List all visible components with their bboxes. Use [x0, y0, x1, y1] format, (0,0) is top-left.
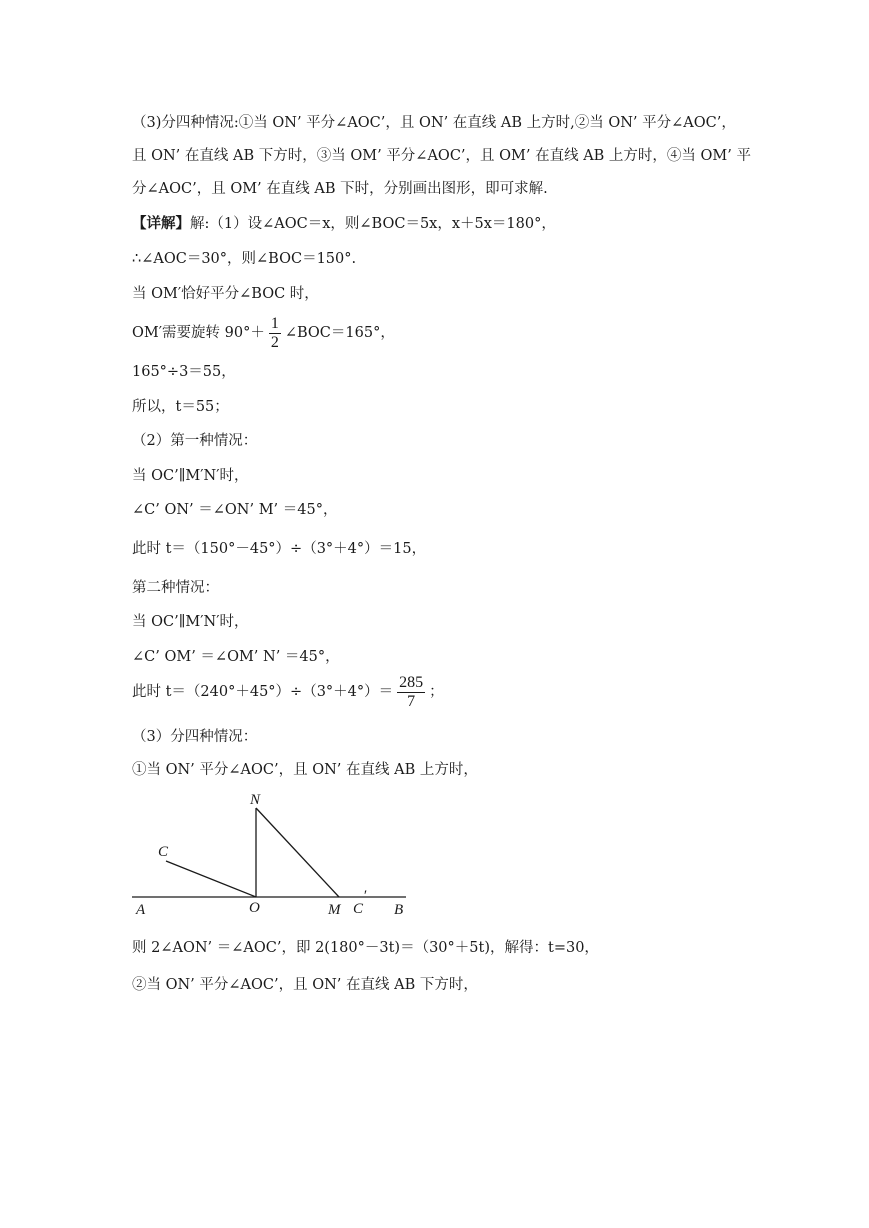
text-line-15: 当 OC’∥M′N′时，: [132, 614, 249, 630]
text-line-20: 则 2∠AON’ ＝∠AOC’，即 2(180°－3t)＝（30°＋5t)，解得：t=30，: [132, 940, 599, 956]
fraction-285-7: [397, 674, 425, 711]
fraction-denominator: 2: [270, 333, 279, 351]
label-a: A: [136, 902, 146, 918]
text-line-18: （3）分四种情况：: [132, 729, 258, 745]
detail-tag: 【详解】: [132, 215, 190, 232]
fraction-denominator: 7: [407, 692, 416, 710]
label-m: M: [328, 902, 341, 918]
text-line-21: ②当 ON’ 平分∠AOC’，且 ON’ 在直线 AB 下方时，: [132, 977, 478, 993]
fraction-numerator: 285: [399, 673, 424, 691]
segment-nm: [256, 808, 339, 897]
text-line-3: 分∠AOC’，且 OM’ 在直线 AB 下时，分别画出图形，即可求解.: [132, 181, 548, 197]
second-case-text: 此时 t＝（240°＋45°）÷（3°＋4°）＝: [132, 684, 394, 700]
text-line-4: [132, 214, 556, 234]
text-line-2: 且 ON’ 在直线 AB 下方时，③当 OM’ 平分∠AOC’，且 OM’ 在直线 AB 上方时，④当 OM’ 平: [132, 148, 751, 164]
geometry-figure: [128, 790, 418, 925]
text-line-14: 第二种情况：: [132, 580, 219, 596]
text-line-11: 当 OC’∥M′N′时，: [132, 468, 249, 484]
text-line-5: ∴∠AOC＝30°，则∠BOC＝150°.: [132, 251, 357, 267]
text-line-16: ∠C’ OM’ ＝∠OM’ N’ ＝45°，: [132, 649, 340, 665]
text-line-12: ∠C’ ON’ ＝∠ON’ M’ ＝45°，: [132, 502, 338, 518]
label-c: C: [158, 844, 169, 860]
label-o: O: [249, 900, 260, 916]
fraction-numerator: 1: [270, 314, 279, 332]
rotation-text: OM′需要旋转 90°＋: [132, 325, 265, 341]
label-b: B: [394, 902, 404, 918]
label-c-prime: C: [353, 901, 364, 917]
segment-oc: [166, 861, 256, 897]
text-line-6: 当 OM′恰好平分∠BOC 时，: [132, 286, 319, 302]
fraction-half: [269, 315, 281, 352]
text-line-17: [132, 672, 444, 712]
text-line-13: 此时 t＝（150°－45°）÷（3°＋4°）＝15，: [132, 541, 427, 557]
text-line-9: 所以，t＝55；: [132, 399, 229, 415]
second-case-end: ；: [429, 684, 444, 700]
solution-intro: 解:（1）设∠AOC＝x，则∠BOC＝5x，x＋5x＝180°，: [190, 216, 556, 232]
text-line-7: [132, 314, 395, 352]
text-line-10: （2）第一种情况：: [132, 433, 258, 449]
rotation-text-end: ∠BOC＝165°，: [284, 325, 395, 341]
text-line-8: 165°÷3＝55，: [132, 364, 236, 380]
text-line-1: （3)分四种情况:①当 ON’ 平分∠AOC’，且 ON’ 在直线 AB 上方时,②当 ON’ 平分∠AOC’，: [132, 115, 736, 131]
label-n: N: [250, 792, 261, 808]
prime-mark: ′: [363, 888, 367, 904]
text-line-19: ①当 ON’ 平分∠AOC’，且 ON’ 在直线 AB 上方时，: [132, 762, 478, 778]
